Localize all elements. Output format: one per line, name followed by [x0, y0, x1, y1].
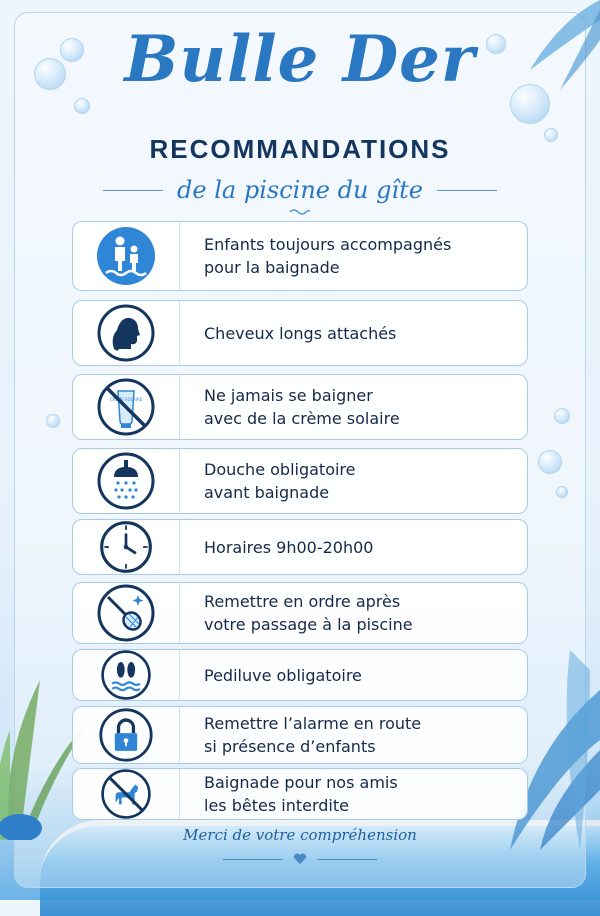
bubble	[556, 486, 568, 498]
heart-icon	[293, 853, 307, 865]
rule-item	[72, 768, 528, 820]
rule-item	[72, 519, 528, 575]
page-title: Bulle Der	[124, 22, 476, 97]
rule-item	[72, 374, 528, 440]
divider	[317, 859, 377, 860]
divider	[437, 190, 497, 191]
bubble	[538, 450, 562, 474]
wave-ornament-icon	[288, 206, 312, 216]
shower-icon	[96, 451, 156, 511]
bubble	[554, 408, 570, 424]
rule-text-line: Douche obligatoire	[204, 460, 356, 479]
rule-text-line: Baignade pour nos amis	[204, 773, 398, 792]
divider	[103, 190, 163, 191]
pool-net-icon	[96, 583, 156, 643]
rule-text-line: avec de la crème solaire	[204, 409, 400, 428]
no-sunscreen-icon	[96, 377, 156, 437]
rule-text-line: si présence d’enfants	[204, 737, 376, 756]
rule-text-line: avant baignade	[204, 483, 330, 502]
no-pets-icon	[100, 768, 152, 820]
sunscreen-label: CRÈME SOLAIRE	[109, 397, 143, 402]
rule-text-line: Remettre en ordre après	[204, 592, 401, 611]
bubble	[74, 98, 90, 114]
tagline: de la piscine du gîte	[177, 176, 423, 204]
footer-text: Merci de votre compréhension	[183, 826, 417, 844]
divider	[223, 859, 283, 860]
rule-text-line: Horaires 9h00-20h00	[204, 537, 374, 557]
rule-text-line: Remettre l’alarme en route	[204, 714, 422, 733]
long-hair-icon	[96, 303, 156, 363]
rule-text-line: Pediluve obligatoire	[204, 665, 362, 685]
rule-item	[72, 706, 528, 764]
rule-item	[72, 649, 528, 701]
rule-item	[72, 300, 528, 366]
tagline-row	[0, 172, 600, 208]
rule-text-line: votre passage à la piscine	[204, 615, 413, 634]
rule-text-line: les bêtes interdite	[204, 796, 349, 815]
page-subtitle: RECOMMANDATIONS	[149, 134, 451, 164]
rule-item	[72, 448, 528, 514]
rule-text-line: pour la baignade	[204, 258, 340, 277]
rule-text-line: Ne jamais se baigner	[204, 386, 373, 405]
footbath-icon	[100, 649, 152, 701]
footer-ornament	[0, 852, 600, 866]
rule-item	[72, 221, 528, 291]
rule-text-line: Cheveux longs attachés	[204, 323, 397, 343]
family-swimming-icon	[96, 226, 156, 286]
rule-item	[72, 582, 528, 644]
padlock-icon	[98, 707, 154, 763]
clock-icon	[99, 520, 153, 574]
bubble	[46, 414, 60, 428]
rule-text-line: Enfants toujours accompagnés	[204, 235, 452, 254]
